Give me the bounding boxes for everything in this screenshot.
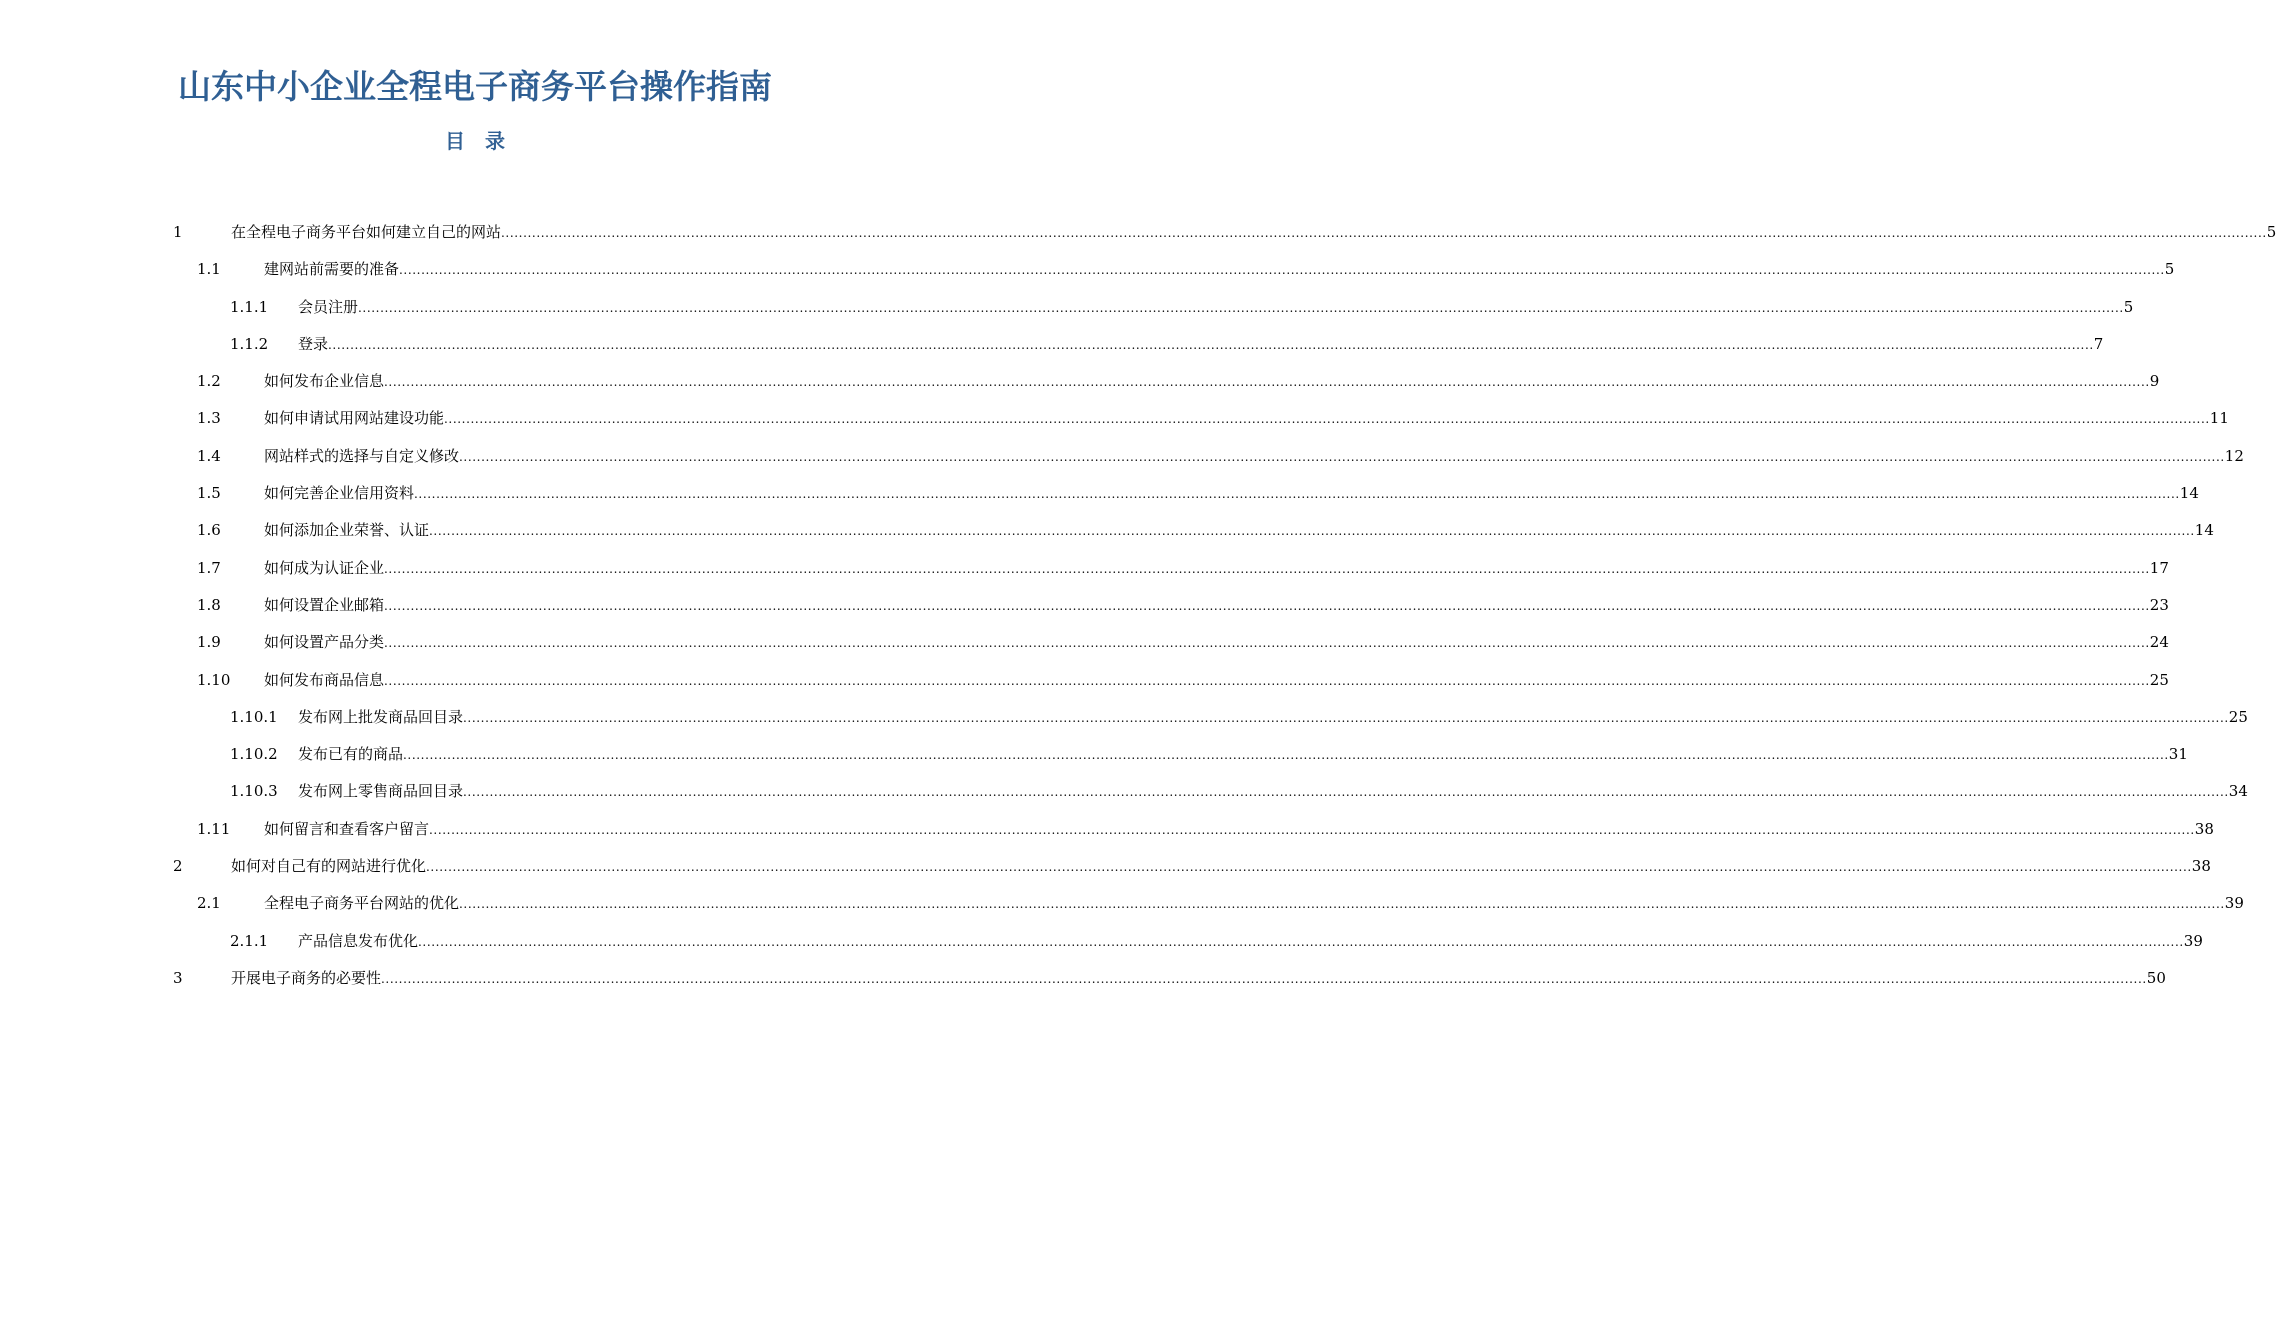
toc-entry-number: 1.3 <box>197 409 221 428</box>
toc-entry-number: 2.1.1 <box>230 931 269 950</box>
toc-entry-title: 在全程电子商务平台如何建立自己的网站 <box>231 223 502 241</box>
toc-entry[interactable] <box>0 438 2244 475</box>
toc-entry[interactable] <box>0 960 2166 997</box>
toc-entry-title: 发布网上零售商品回目录 <box>298 782 464 801</box>
table-of-contents <box>0 214 2276 997</box>
toc-entry[interactable] <box>0 587 2169 624</box>
toc-entry-page: 31 <box>2168 745 2188 764</box>
toc-entry-title: 发布网上批发商品回目录 <box>298 707 464 726</box>
toc-entry-line <box>264 893 2244 914</box>
toc-entry-number: 1.1 <box>197 260 221 279</box>
toc-entry-number: 1.11 <box>197 819 231 838</box>
toc-entry-line <box>298 297 2134 318</box>
toc-entry-number: 1.6 <box>197 521 221 540</box>
toc-entry-page: 39 <box>2224 894 2244 913</box>
toc-entry-line <box>264 446 2244 467</box>
toc-entry-title: 如何发布商品信息 <box>264 670 385 689</box>
toc-entry-page: 34 <box>2228 782 2248 801</box>
document-title: 山东中小企业全程电子商务平台操作指南 <box>178 67 772 106</box>
toc-entry-number: 3 <box>173 968 183 987</box>
toc-entry-number: 1.7 <box>197 558 221 577</box>
toc-entry-line <box>264 483 2199 504</box>
toc-entry[interactable] <box>0 475 2199 512</box>
dot-leader: ................................................................................................................................................................................................................................................................................................................................................................................................................ <box>414 487 2180 502</box>
toc-entry-title: 如何发布企业信息 <box>264 372 385 391</box>
dot-leader: ................................................................................................................................................................................................................................................................................................................................................................................................................ <box>384 673 2150 688</box>
dot-leader: ................................................................................................................................................................................................................................................................................................................................................................................................................ <box>384 375 2150 390</box>
toc-entry-title: 如何申请试用网站建设功能 <box>264 409 445 428</box>
toc-entry-line <box>264 520 2214 541</box>
dot-leader: ................................................................................................................................................................................................................................................................................................................................................................................................................ <box>459 449 2225 464</box>
toc-entry-line <box>231 856 2211 877</box>
toc-entry[interactable] <box>0 923 2203 960</box>
toc-entry-page: 11 <box>2209 409 2229 428</box>
dot-leader: ................................................................................................................................................................................................................................................................................................................................................................................................................ <box>444 412 2210 427</box>
toc-entry-title: 发布已有的商品 <box>298 745 404 764</box>
toc-entry-title: 产品信息发布优化 <box>298 931 419 950</box>
toc-entry[interactable] <box>0 550 2169 587</box>
toc-entry[interactable] <box>0 885 2244 922</box>
dot-leader: ................................................................................................................................................................................................................................................................................................................................................................................................................ <box>358 300 2124 315</box>
toc-entry-page: 12 <box>2224 446 2244 465</box>
toc-entry-page: 39 <box>2183 931 2203 950</box>
toc-entry[interactable] <box>0 811 2214 848</box>
dot-leader: ................................................................................................................................................................................................................................................................................................................................................................................................................ <box>328 337 2094 352</box>
toc-entry-page: 5 <box>2266 223 2276 241</box>
toc-entry-title: 如何设置产品分类 <box>264 633 385 652</box>
toc-entry-line <box>264 819 2214 840</box>
toc-entry-line <box>298 931 2203 952</box>
toc-entry-line <box>298 744 2188 765</box>
toc-entry[interactable] <box>0 848 2211 885</box>
toc-entry-number: 1.10.3 <box>230 782 278 801</box>
dot-leader: ................................................................................................................................................................................................................................................................................................................................................................................................................ <box>459 897 2225 912</box>
toc-entry-number: 1.2 <box>197 372 221 391</box>
toc-entry-title: 会员注册 <box>298 297 359 316</box>
toc-entry[interactable] <box>0 773 2248 810</box>
toc-entry-number: 2.1 <box>197 894 221 913</box>
dot-leader: ................................................................................................................................................................................................................................................................................................................................................................................................................ <box>429 822 2195 837</box>
toc-entry-number: 1.8 <box>197 595 221 614</box>
toc-entry[interactable] <box>0 512 2214 549</box>
toc-entry-number: 2 <box>173 857 183 876</box>
toc-entry-number: 1.1.2 <box>230 334 269 353</box>
toc-entry-line <box>264 595 2169 616</box>
dot-leader: ................................................................................................................................................................................................................................................................................................................................................................................................................ <box>463 785 2229 800</box>
toc-entry[interactable] <box>0 736 2188 773</box>
toc-entry-line <box>264 259 2175 280</box>
toc-entry-page: 14 <box>2179 484 2199 503</box>
toc-entry-number: 1.1.1 <box>230 297 269 316</box>
toc-entry-number: 1.5 <box>197 484 221 503</box>
dot-leader: ................................................................................................................................................................................................................................................................................................................................................................................................................ <box>384 636 2150 651</box>
toc-entry[interactable] <box>0 214 2276 251</box>
dot-leader: ................................................................................................................................................................................................................................................................................................................................................................................................................ <box>403 748 2169 763</box>
toc-entry-line <box>298 707 2248 728</box>
toc-entry-line <box>231 968 2166 989</box>
toc-entry-title: 如何对自己有的网站进行优化 <box>231 857 427 876</box>
dot-leader: ................................................................................................................................................................................................................................................................................................................................................................................................................ <box>384 561 2150 576</box>
toc-entry-title: 网站样式的选择与自定义修改 <box>264 446 460 465</box>
toc-entry-number: 1.10.1 <box>230 707 278 726</box>
toc-entry-title: 如何完善企业信用资料 <box>264 484 415 503</box>
toc-entry-line <box>264 371 2160 392</box>
toc-entry-page: 24 <box>2149 633 2169 652</box>
toc-entry-page: 25 <box>2149 670 2169 689</box>
toc-entry-title: 如何添加企业荣誉、认证 <box>264 521 430 540</box>
toc-entry-page: 23 <box>2149 595 2169 614</box>
toc-entry-page: 38 <box>2191 857 2211 876</box>
toc-entry[interactable] <box>0 400 2229 437</box>
toc-entry[interactable] <box>0 624 2169 661</box>
toc-entry-page: 14 <box>2194 521 2214 540</box>
toc-entry-line <box>298 334 2104 355</box>
toc-entry-line <box>264 408 2229 429</box>
toc-entry-page: 38 <box>2194 819 2214 838</box>
toc-entry[interactable] <box>0 289 2134 326</box>
toc-entry[interactable] <box>0 326 2104 363</box>
toc-entry[interactable] <box>0 699 2248 736</box>
toc-entry-page: 5 <box>2164 260 2175 279</box>
dot-leader: ................................................................................................................................................................................................................................................................................................................................................................................................................ <box>429 524 2195 539</box>
toc-entry-number: 1.4 <box>197 446 221 465</box>
toc-entry-title: 开展电子商务的必要性 <box>231 968 382 987</box>
toc-entry-title: 如何留言和查看客户留言 <box>264 819 430 838</box>
toc-entry-number: 1 <box>173 223 183 241</box>
toc-entry-title: 全程电子商务平台网站的优化 <box>264 894 460 913</box>
dot-leader: ................................................................................................................................................................................................................................................................................................................................................................................................................ <box>426 860 2192 875</box>
toc-entry-page: 17 <box>2149 558 2169 577</box>
dot-leader: ................................................................................................................................................................................................................................................................................................................................................................................................................ <box>384 598 2150 613</box>
toc-entry-line <box>231 222 2276 243</box>
toc-entry-line <box>264 558 2169 579</box>
toc-entry-title: 如何设置企业邮箱 <box>264 595 385 614</box>
toc-entry-page: 50 <box>2146 968 2166 987</box>
toc-entry[interactable] <box>0 363 2160 400</box>
toc-entry-title: 建网站前需要的准备 <box>264 260 400 279</box>
toc-heading: 目 录 <box>445 129 505 153</box>
toc-entry-line <box>264 632 2169 653</box>
dot-leader: ................................................................................................................................................................................................................................................................................................................................................................................................................ <box>399 263 2165 278</box>
toc-entry-page: 7 <box>2093 334 2104 353</box>
toc-entry-line <box>264 670 2169 691</box>
toc-entry-title: 如何成为认证企业 <box>264 558 385 577</box>
dot-leader: ................................................................................................................................................................................................................................................................................................................................................................................................................ <box>501 226 2267 240</box>
toc-entry[interactable] <box>0 251 2175 288</box>
toc-entry-line <box>298 781 2248 802</box>
dot-leader: ................................................................................................................................................................................................................................................................................................................................................................................................................ <box>418 934 2184 949</box>
toc-entry[interactable] <box>0 662 2169 699</box>
dot-leader: ................................................................................................................................................................................................................................................................................................................................................................................................................ <box>463 710 2229 725</box>
toc-entry-title: 登录 <box>298 334 329 353</box>
toc-entry-number: 1.9 <box>197 633 221 652</box>
toc-entry-number: 1.10 <box>197 670 231 689</box>
toc-entry-page: 9 <box>2149 372 2160 391</box>
toc-entry-page: 25 <box>2228 707 2248 726</box>
toc-entry-page: 5 <box>2123 297 2134 316</box>
dot-leader: ................................................................................................................................................................................................................................................................................................................................................................................................................ <box>381 971 2147 986</box>
toc-entry-number: 1.10.2 <box>230 745 278 764</box>
